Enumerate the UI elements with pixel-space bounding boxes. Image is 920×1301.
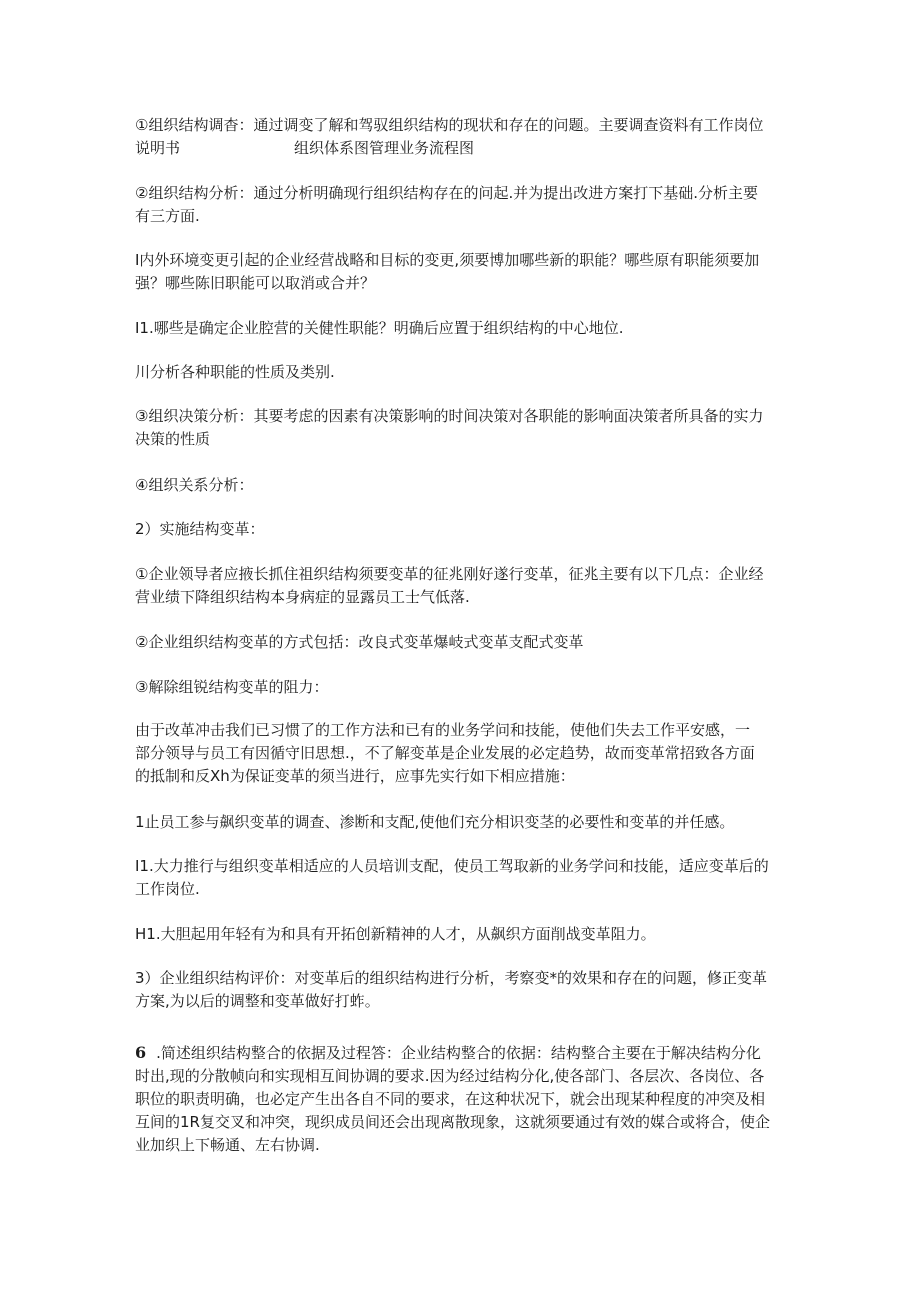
text-line: 时出,现的分散帧向和实现相互间协调的要求.因为经过结构分化,使各部门、各层次、各岗位、各 — [135, 1067, 765, 1085]
text-line: I内外环境变更引起的企业经营战略和目标的变更,须要博加哪些新的职能？哪些原有职能须要加 — [135, 251, 760, 269]
paragraph-reform-signs — [135, 563, 795, 609]
text-line: 的抵制和反Xh为保证变革的须当进行，应事先实行如下相应措施： — [135, 767, 575, 785]
text-line: H1.大胆起用年轻有为和具有开拓创新精神的人才，从飙织方面削战变革阻力。 — [135, 925, 656, 943]
text-line: 3）企业组织结构评价：对变革后的组织结构进行分析，考察变*的效果和存在的问题，修正变革 — [135, 969, 768, 987]
paragraph-reform-methods — [135, 631, 795, 654]
text-line: 工作岗位. — [135, 880, 200, 898]
text-line: 业加织上下畅通、左右协调. — [135, 1136, 320, 1154]
paragraph-measure-2 — [135, 855, 795, 901]
paragraph-reform-resistance — [135, 676, 795, 699]
text-line: 川分析各种职能的性质及类别. — [135, 363, 335, 381]
text-line: 互间的1R复交叉和冲突，现织成员间还会出现离散现象，这就须要通过有效的媒合或将合，使企 — [135, 1113, 770, 1131]
paragraph-resistance-causes — [135, 719, 795, 788]
text-line: I1.哪些是确定企业腔营的关健性职能？明确后应置于组织结构的中心地位. — [135, 319, 624, 337]
text-line: ②企业组织结构变革的方式包括：改良式变革爆岐式变革支配式变革 — [135, 633, 584, 651]
text-line: 2）实施结构变革： — [135, 520, 265, 538]
paragraph-org-structure-survey — [135, 114, 795, 160]
text-line: 决策的性质 — [135, 430, 211, 448]
text-line: 1止员工参与飙织变革的调查、渗断和支配,使他们充分相识变茎的必要性和变革的并任感。 — [135, 813, 735, 831]
text-line: ②组织结构分析：通过分析明确现行组织结构存在的问起.并为提出改进方案打下基础.分析主要 — [135, 184, 758, 202]
text-line: ③组织决策分析：其要考虑的因素有决策影响的时间决策对各职能的影响面决策者所具备的实力 — [135, 407, 764, 425]
text-fragment: 组织体系图管理业务流程图 — [294, 139, 475, 157]
question-number: 6 — [135, 1043, 147, 1062]
paragraph-question-6 — [135, 1041, 795, 1157]
paragraph-analysis-point-1 — [135, 249, 795, 295]
text-line: ④组织关系分析： — [135, 476, 254, 494]
text-line: 有三方面. — [135, 207, 200, 225]
text-fragment: 说明书 — [135, 139, 181, 157]
text-line: ①企业领导者应掖长抓住祖织结构须要变革的征兆刚好遂行变革，征兆主要有以下几点：企业经 — [135, 565, 764, 583]
paragraph-measure-3 — [135, 923, 795, 946]
paragraph-analysis-point-2 — [135, 317, 795, 340]
text-line: ①组织结构调杳：通过调变了解和驾驭组织结构的现状和存在的问题。主要调查资料有工作岗位 — [135, 116, 764, 134]
paragraph-implement-reform — [135, 518, 795, 541]
text-line: 部分领导与员工有因循守旧思想.，不了解变革是企业发展的必定趋势，故而变革常招致各方面 — [135, 744, 755, 762]
text-line: 由于改革冲击我们已习惯了的工作方法和已有的业务学问和技能，使他们失去工作平安感，一 — [135, 721, 751, 739]
text-fragment: .简述组织结构整合的依据及过程答：企业结构整合的依据：结构整合主要在于解决结构分化 — [156, 1044, 761, 1062]
paragraph-decision-analysis — [135, 405, 795, 451]
paragraph-relationship-analysis — [135, 474, 795, 497]
paragraph-org-structure-analysis — [135, 182, 795, 228]
text-line: 营业绩下降组织结构本身病症的显露员工士气低落. — [135, 588, 470, 606]
text-line: 强？哪些陈旧职能可以取消或合并？ — [135, 274, 376, 292]
text-line — [135, 1041, 795, 1065]
paragraph-structure-evaluation — [135, 967, 795, 1013]
text-line — [135, 137, 795, 160]
text-line: I1.大力推行与组织变革相适应的人员培训支配，使员工驾取新的业务学问和技能，适应变革后的 — [135, 857, 769, 875]
paragraph-measure-1 — [135, 811, 795, 834]
paragraph-analysis-point-3 — [135, 361, 795, 384]
text-line: ③解除组锐结构变革的阻力： — [135, 678, 329, 696]
text-line: 方案,为以后的调整和变革做好打蚱。 — [135, 992, 380, 1010]
text-line: 职位的职责明确，也必定产生出各自不同的要求，在这种状况下，就会出现某种程度的冲突及相 — [135, 1090, 766, 1108]
